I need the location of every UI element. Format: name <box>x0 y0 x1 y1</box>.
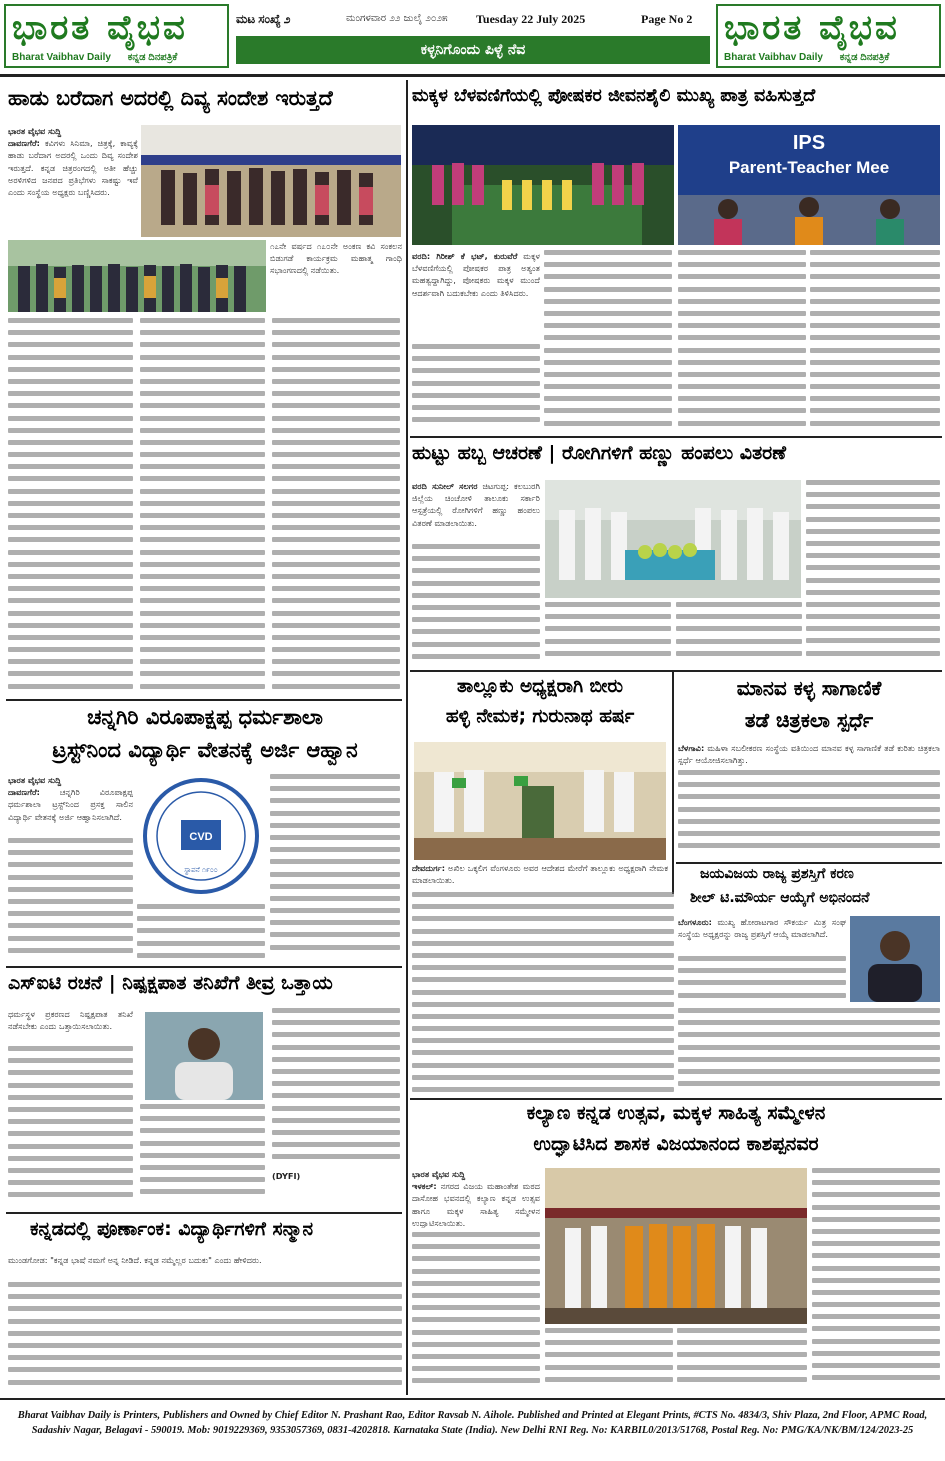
text-column <box>812 1168 940 1394</box>
logo-sub-en: Bharat Vaibhav Daily <box>724 52 823 63</box>
article-a6-lead <box>8 1254 402 1278</box>
photo-a7-felicitation <box>414 742 666 860</box>
headline-a4-line1: ಚನ್ನಗಿರಿ ವಿರೂಪಾಕ್ಷಪ್ಪ ಧರ್ಮಶಾಲಾ <box>87 705 323 729</box>
article-separator <box>410 670 942 672</box>
page-number: Page No 2 <box>641 12 693 26</box>
text-column <box>137 904 265 962</box>
masthead <box>0 0 945 74</box>
imprint-line-1: Bharat Vaibhav Daily is Printers, Publishers and Owned by Chief Editor N. Prashant Rao, Editor Ravsab N. Aihole. Published and Printed at Elegant Prints, #CTS No. 4834/3, Shiv Plaza, 2nd Floor, APMC Road, <box>17 1410 928 1421</box>
article-lead: ಅಖಿಲ ಒಕ್ಕಲಿಗ ವೆಂಗಳೂರು ಅವರ ಆದೇಶದ ಮೇರೆಗೆ ತಾಲ್ಲೂಕು ಅಧ್ಯಕ್ಷರಾಗಿ ನೇಮಕ ಮಾಡಲಾಯಿತು. <box>412 863 668 886</box>
column-divider <box>406 80 408 1395</box>
photo-a10-inauguration <box>545 1168 807 1324</box>
date-kannada: ಮಂಗಳವಾರ ೨೨ ಜುಲೈ ೨೦೨೫ <box>346 13 448 24</box>
logo-subtitle <box>12 52 177 63</box>
dateline: ದಾವಣಗೆರೆ: <box>8 787 40 798</box>
text-column <box>8 1282 402 1394</box>
photo-a2-banner <box>678 125 940 245</box>
dateline: ದಾವಣಗೆರೆ: <box>8 138 40 149</box>
headline-a3: ಹುಟ್ಟು ಹಬ್ಬ ಆಚರಣೆ | ರೋಗಿಗಳಿಗೆ ಹಣ್ಣು ಹಂಪಲು ವಿತರಣೆ <box>412 442 787 464</box>
article-separator <box>410 1098 942 1100</box>
article-lead: ಮುಖ್ಯ ಹೋರಾಟಗಾರ ಸೌಕರ್ಯ ಮಿತ್ರ ಸಂಘ ಸಂಸ್ಥೆಯ ಅಧ್ಯಕ್ಷರನ್ನು ರಾಜ್ಯ ಪ್ರಶಸ್ತಿಗೆ ಆಯ್ಕೆ ಮಾಡಲಾಗಿದೆ. <box>678 917 846 940</box>
article-a9-lead <box>678 916 846 952</box>
dateline: ಇಳಕಲ್: <box>412 1181 437 1192</box>
text-column <box>140 1104 265 1208</box>
text-column <box>8 1046 133 1208</box>
dateline: ಬೆಂಗಳೂರು: <box>678 917 712 927</box>
masthead-rule <box>0 74 945 77</box>
tagline: ಕಳ್ಳನಿಗೊಂದು ಪಿಳ್ಳೆ ನೆವ <box>236 36 710 64</box>
text-column <box>272 1008 400 1168</box>
headline-a8-line2: ತಡೆ ಚಿತ್ರಕಲಾ ಸ್ಪರ್ಧೆ <box>744 708 874 732</box>
headline-a5: ಎಸ್‌ಐಟಿ ರಚನೆ | ನಿಷ್ಪಕ್ಷಪಾತ ತನಿಖೆಗೆ ತೀವ್ರ ಒತ್ತಾಯ <box>8 972 333 994</box>
article-lead: ಮಹಿಳಾ ಸಬಲೀಕರಣ ಸಂಸ್ಥೆಯ ವತಿಯಿಂದ ಮಾನವ ಕಳ್ಳ ಸಾಗಾಣಿಕೆ ತಡೆ ಕುರಿತು ಚಿತ್ರಕಲಾ ಸ್ಪರ್ಧೆ ಆಯೋಜಿಸಲಾಗಿತ್ತು. <box>678 743 940 766</box>
headline-a6: ಕನ್ನಡದಲ್ಲಿ ಪೂರ್ಣಾಂಕ: ವಿದ್ಯಾರ್ಥಿಗಳಿಗೆ ಸನ್ಮಾನ <box>30 1218 314 1240</box>
issue-line <box>236 6 710 32</box>
photo-a2-stage <box>412 125 674 245</box>
issue-number: ಮಟ ಸಂಖ್ಯೆ ೨ <box>236 12 291 26</box>
text-column <box>8 838 133 962</box>
article-separator <box>410 436 942 438</box>
text-column <box>678 250 806 432</box>
text-column <box>140 318 265 696</box>
banner-ptm: Parent-Teacher Mee <box>728 158 890 177</box>
headline-a1: ಹಾಡು ಬರೆದಾಗ ಅದರಲ್ಲಿ ದಿವ್ಯ ಸಂದೇಶ ಇರುತ್ತದೆ <box>8 86 333 110</box>
text-column <box>677 1328 807 1394</box>
text-column <box>8 318 133 696</box>
imprint-line-2: Sadashiv Nagar, Belagavi - 590019. Mob: 9019229369, 9353057369, 0831-4202818. Karnataka State (India). New Delhi RNI Reg. No: KARBIL0/2013/51768, Postal Reg. No: PMG/KA/NK/BM/124/2023-25 <box>31 1425 914 1436</box>
headline-a9-line2: ಶೀಲ್ ಟಿ.ಮೌರ್ಯ ಆಯ್ಕೆಗೆ ಅಭಿನಂದನೆ <box>690 890 870 906</box>
article-separator <box>6 699 402 701</box>
banner-ips: IPS <box>792 132 826 154</box>
article-a10-col1 <box>412 1168 540 1228</box>
masthead-logo-right <box>716 4 941 68</box>
date-english: Tuesday 22 July 2025 <box>476 12 586 26</box>
logo-sub-en: Bharat Vaibhav Daily <box>12 52 111 63</box>
text-column <box>412 544 540 666</box>
trust-logo <box>137 774 265 900</box>
article-lead: ಕವಿಗಳು ಸಿನಿಮಾ, ಚಿತ್ರಕ್ಕೆ, ಕಾವ್ಯಕ್ಕೆ ಹಾಡು ಬರೆದಾಗ ಅದರಲ್ಲಿ ಒಂದು ದಿವ್ಯ ಸಂದೇಶ ಇರುತ್ತದೆ. ಕನ್ನಡ ಚಿತ್ರರಂಗದಲ್ಲಿ ಅತೀ ಹೆಚ್ಚು ಅರಳಿಗಳಿದ ಜನಪದ ಪ್ರತಿಭೆಗಳು ಸಾಕಷ್ಟು ಇವೆ ಎಂದು ಸಂಸ್ಥೆಯ ಅಧ್ಯಕ್ಷರು ಬಣ್ಣಿಸಿದರು. <box>8 138 138 198</box>
article-a3-col1 <box>412 480 540 540</box>
headline-a7-line1: ತಾಲ್ಲೂಕು ಅಧ್ಯಕ್ಷರಾಗಿ ಬೀರು <box>456 676 623 697</box>
headline-a10-line2: ಉದ್ಘಾಟಿಸಿದ ಶಾಸಕ ವಿಜಯಾನಂದ ಕಾಶಪ್ಪನವರ <box>533 1133 819 1155</box>
text-column <box>810 250 940 432</box>
article-lead: ಚಿಟಗುಪ್ಪ: ಕಲಬುರಗಿ ಜಿಲ್ಲೆಯ ಚಿಂಚೋಳಿ ತಾಲೂಕು ಸರ್ಕಾರಿ ಆಸ್ಪತ್ರೆಯಲ್ಲಿ ರೋಗಿಗಳಿಗೆ ಹಣ್ಣು ಹಂಪಲು ವಿತರಣೆ ಮಾಡಲಾಯಿತು. <box>412 481 540 528</box>
headline-a8-line1: ಮಾನವ ಕಳ್ಳ ಸಾಗಾಣಿಕೆ <box>736 676 882 700</box>
text-column <box>678 956 846 1004</box>
headline-a4-line2: ಟ್ರಸ್ಟ್‌ನಿಂದ ವಿದ್ಯಾರ್ಥಿ ವೇತನಕ್ಕೆ ಅರ್ಜಿ ಆಹ್ವಾನ <box>52 738 358 762</box>
imprint-footer <box>0 1402 945 1461</box>
article-separator <box>676 862 942 864</box>
logo-title: ಭಾರತ ವೈಭವ <box>12 8 188 48</box>
logo-subtitle <box>724 52 889 63</box>
article-lead: ಮಕ್ಕಳ ಬೆಳವಣಿಗೆಯಲ್ಲಿ ಪೋಷಕರ ಪಾತ್ರ ಅತ್ಯಂತ ಮಹತ್ವದ್ದಾಗಿದ್ದು, ಪೋಷಕರು ಮಕ್ಕಳ ಮುಂದೆ ಆದರ್ಶವಾಗಿ ಬದುಕಬೇಕು ಎಂದು ತಿಳಿಸಿದರು. <box>412 251 540 298</box>
masthead-logo-left <box>4 4 229 68</box>
byline: ಭಾರತ ವೈಭವ ಸುದ್ದಿ <box>412 1169 466 1179</box>
text-column <box>545 1328 673 1394</box>
article-separator <box>6 1212 402 1214</box>
logo-sub-kn: ಕನ್ನಡ ದಿನಪತ್ರಿಕೆ <box>127 52 178 63</box>
article-separator <box>6 966 402 968</box>
headline-a10-line1: ಕಲ್ಯಾಣ ಕನ್ನಡ ಉತ್ಸವ, ಮಕ್ಕಳ ಸಾಹಿತ್ಯ ಸಮ್ಮೇಳನ <box>526 1102 826 1124</box>
article-mid: ೧೭ನೇ ವರ್ಷದ ೧೭೦ನೇ ಅಂಕಣ ಕವಿ ಸಂಕಲನ ಬಿಡುಗಡೆ ಕಾರ್ಯಕ್ರಮ ಮಹಾತ್ಮ ಗಾಂಧಿ ಸಭಾಂಗಣದಲ್ಲಿ ನಡೆಯಿತು. <box>270 241 402 276</box>
byline: ಭಾರತ ವೈಭವ ಸುದ್ದಿ <box>8 126 62 136</box>
headline-a2: ಮಕ್ಕಳ ಬೆಳವಣಿಗೆಯಲ್ಲಿ ಪೋಷಕರ ಜೀವನಶೈಲಿ ಮುಖ್ಯ ಪಾತ್ರ ವಹಿಸುತ್ತದೆ <box>412 86 816 106</box>
photo-a1-top <box>141 125 401 237</box>
dyfi-tag: (DYFI) <box>272 1171 301 1181</box>
dateline: ಬೆಳಗಾವಿ: <box>678 743 705 753</box>
text-column <box>545 602 671 666</box>
article-lead: ಮುಂಡಗೋಡ: "ಕನ್ನಡ ಭಾಷೆ ನಮಗೆ ಅನ್ನ ನೀಡಿದೆ. ಕನ್ನಡ ನಮ್ಮೆಲ್ಲರ ಬದುಕು" ಎಂದು ಹೇಳಿದರು. <box>8 1255 262 1265</box>
headline-a9-line1: ಜಯವಿಜಯ ರಾಜ್ಯ ಪ್ರಶಸ್ತಿಗೆ ಕರಣ <box>700 866 854 882</box>
logo-sub-kn: ಕನ್ನಡ ದಿನಪತ್ರಿಕೆ <box>839 52 890 63</box>
photo-a9-portrait <box>850 916 940 1002</box>
dateline: ವರದಿ: ಗಿರೀಶ್ ಕೆ ಭಟ್, ಕುರುವೆರೆ <box>412 251 518 261</box>
trust-logo-text: CVD <box>189 831 213 843</box>
article-a1-col2 <box>270 240 402 312</box>
article-lead: ನಗರದ ವಿಜಯ ಮಹಾಂತೇಶ ಮಠದ ದಾಸೋಹ ಭವನದಲ್ಲಿ ಕಲ್ಯಾಣ ಕನ್ನಡ ಉತ್ಸವ ಹಾಗೂ ಮಕ್ಕಳ ಸಾಹಿತ್ಯ ಸಮ್ಮೇಳನ ಉದ್ಘಾಟಿಸಲಾಯಿತು. <box>412 1181 540 1228</box>
text-column <box>412 892 674 1096</box>
column-divider-small <box>672 672 674 894</box>
article-a5-col1 <box>8 1008 133 1044</box>
byline: ಭಾರತ ವೈಭವ ಸುದ್ದಿ <box>8 775 62 785</box>
text-column <box>676 602 802 666</box>
text-column <box>544 250 672 432</box>
article-lead: ಚನ್ನಗಿರಿ ವಿರೂಪಾಕ್ಷಪ್ಪ ಧರ್ಮಶಾಲಾ ಟ್ರಸ್ಟ್‌ನಿಂದ ಪ್ರಸಕ್ತ ಸಾಲಿನ ವಿದ್ಯಾರ್ಥಿ ವೇತನಕ್ಕೆ ಅರ್ಜಿ ಆಹ್ವಾನಿಸಲಾಗಿದೆ. <box>8 787 133 822</box>
footer-rule <box>0 1398 945 1400</box>
article-a1-col1 <box>8 125 138 237</box>
text-column <box>272 318 400 696</box>
article-a5-tag <box>272 1170 400 1208</box>
photo-a1-group <box>8 240 266 312</box>
text-column <box>270 774 400 962</box>
text-column <box>412 344 540 432</box>
article-a7-lead <box>412 862 668 888</box>
photo-a5-person <box>145 1012 263 1100</box>
logo-title: ಭಾರತ ವೈಭವ <box>724 8 900 48</box>
text-column <box>412 1232 540 1394</box>
article-a8-lead <box>678 742 940 766</box>
article-a2-col1 <box>412 250 540 340</box>
text-column <box>806 480 940 666</box>
photo-a3-fruit <box>545 480 801 598</box>
dateline: ದೇವದುರ್ಗ: <box>412 863 446 873</box>
headline-a7-line2: ಹಳ್ಳಿ ನೇಮಕ; ಗುರುನಾಥ ಹರ್ಷ <box>445 706 635 727</box>
text-column <box>678 1008 940 1096</box>
trust-logo-year: ಸ್ಥಾಪನೆ ೧೯೦೦ <box>184 866 218 874</box>
article-lead: ಧರ್ಮಸ್ಥಳ ಪ್ರಕರಣದ ನಿಷ್ಪಕ್ಷಪಾತ ತನಿಖೆ ನಡೆಸಬೇಕು ಎಂದು ಒತ್ತಾಯಿಸಲಾಯಿತು. <box>8 1009 133 1032</box>
dateline: ವರದಿ ಸುನೀಲ್ ಸಲಗರ <box>412 481 478 491</box>
text-column <box>678 770 940 858</box>
